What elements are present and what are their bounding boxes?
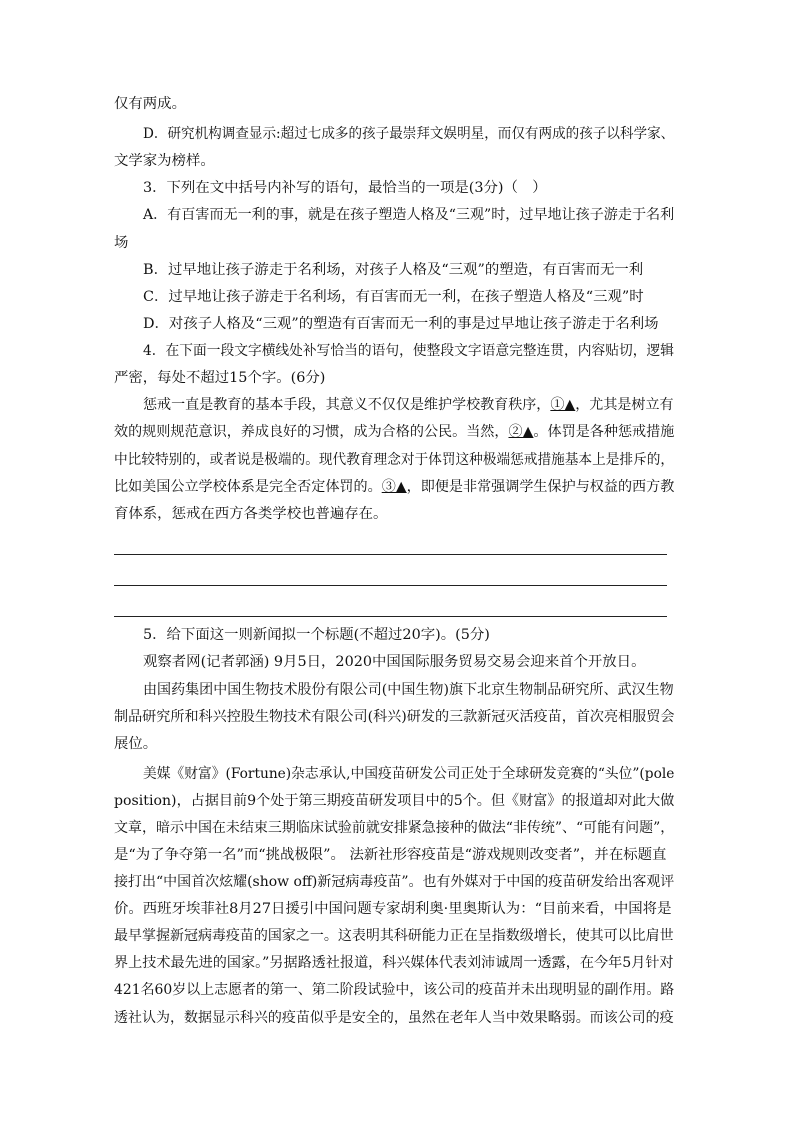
news-line: 421名60岁以上志愿者的第一、第二阶段试验中，该公司的疫苗并未出现明显的副作用。路 [114, 982, 675, 998]
passage-text: ，即便是非常强调学生保护与权益的西方教 [406, 479, 675, 495]
passage-text: 比如美国公立学校体系是完全否定体罚的。 [114, 479, 382, 495]
news-line: 透社认为，数据显示科兴的疫苗似乎是安全的，虽然在老年人当中效果略弱。而该公司的疫 [114, 1010, 674, 1026]
passage-line [114, 477, 675, 499]
option-b: B．过早地让孩子游走于名利场，对孩子人格及“三观”的塑造，有百害而无一利 [143, 262, 644, 278]
text-line: 严密，每处不超过15个字。(6分) [114, 370, 326, 386]
answer-line[interactable] [114, 585, 667, 586]
option-c: C．过早地让孩子游走于名利场，有百害而无一利，在孩子塑造人格及“三观”时 [143, 289, 644, 305]
blank-3: ③▲ [381, 479, 407, 495]
news-line: 最早掌握新冠病毒疫苗的国家之一。这表明其科研能力正在呈指数级增长，使其可以比肩世 [114, 928, 674, 944]
news-line: 观察者网(记者郭涵) 9月5日，2020中国国际服务贸易交易会迎来首个开放日。 [143, 654, 646, 670]
text-line: 文学家为榜样。 [114, 153, 215, 169]
blank-1: ①▲ [550, 397, 576, 413]
passage-line: 中比较特别的，或者说是极端的。现代教育理念对于体罚这种极端惩戒措施基本上是排斥的， [114, 452, 675, 468]
news-line: 界上技术最先进的国家。”另据路透社报道，科兴媒体代表刘沛诚周一透露，在今年5月针对 [114, 955, 674, 971]
passage-line [114, 422, 675, 444]
news-line: 价。西班牙埃菲社8月27日援引中国问题专家胡利奥·里奥斯认为：“目前来看，中国将是 [114, 901, 672, 917]
passage-line: 育体系，惩戒在西方各类学校也普遍存在。 [114, 506, 388, 522]
news-line: 展位。 [114, 736, 158, 752]
question-4: 4．在下面一段文字横线处补写恰当的语句，使整段文字语意完整连贯，内容贴切，逻辑 [143, 343, 674, 359]
option-d: D．对孩子人格及“三观”的塑造有百害而无一利的事是过早地让孩子游走于名利场 [143, 316, 659, 332]
passage-text: 惩戒一直是教育的基本手段，其意义不仅仅是维护学校教育秩序， [143, 397, 551, 413]
news-line: 由国药集团中国生物技术股份有限公司(中国生物)旗下北京生物制品研究所、武汉生物 [143, 682, 674, 698]
option-d-line: D．研究机构调查显示:超过七成多的孩子最崇拜文娱明星，而仅有两成的孩子以科学家、 [143, 126, 675, 142]
question-3: 3．下列在文中括号内补写的语句，最恰当的一项是(3分)（ ） [143, 180, 547, 196]
passage-line [143, 395, 674, 417]
blank-2: ②▲ [508, 424, 534, 440]
news-line: 制品研究所和科兴控股生物技术有限公司(科兴)研发的三款新冠灭活疫苗，首次亮相服贸会 [114, 709, 675, 725]
news-line: position)，占据目前9个处于第三期疫苗研发项目中的5个。但《财富》的报道却对此大做 [114, 793, 675, 809]
news-line: 美媒《财富》(Fortune)杂志承认,中国疫苗研发公司正处于全球研发竞赛的“头位”(pole [143, 766, 675, 782]
news-line: 文章，暗示中国在未结束三期临床试验前就安排紧急接种的做法“非传统”、“可能有问题”， [114, 820, 675, 836]
text-line: 场 [114, 235, 129, 251]
question-5: 5．给下面这一则新闻拟一个标题(不超过20字)。(5分) [143, 627, 490, 643]
news-line: 是“为了争夺第一名”而“挑战极限”。 法新社形容疫苗是“游戏规则改变者”，并在标题直 [114, 847, 667, 863]
answer-line[interactable] [114, 616, 667, 617]
option-a-line: A．有百害而无一利的事，就是在孩子塑造人格及“三观”时，过早地让孩子游走于名利 [143, 207, 675, 223]
answer-line[interactable] [114, 554, 667, 555]
news-line: 接打出“中国首次炫耀(show off)新冠病毒疫苗”。也有外媒对于中国的疫苗研发给出客观评 [114, 874, 675, 890]
passage-text: 。体罚是各种惩戒措施 [533, 424, 675, 440]
passage-text: ，尤其是树立有 [575, 397, 674, 413]
text-line: 仅有两成。 [114, 96, 186, 112]
passage-text: 效的规则规范意识，养成良好的习惯，成为合格的公民。当然， [114, 424, 509, 440]
